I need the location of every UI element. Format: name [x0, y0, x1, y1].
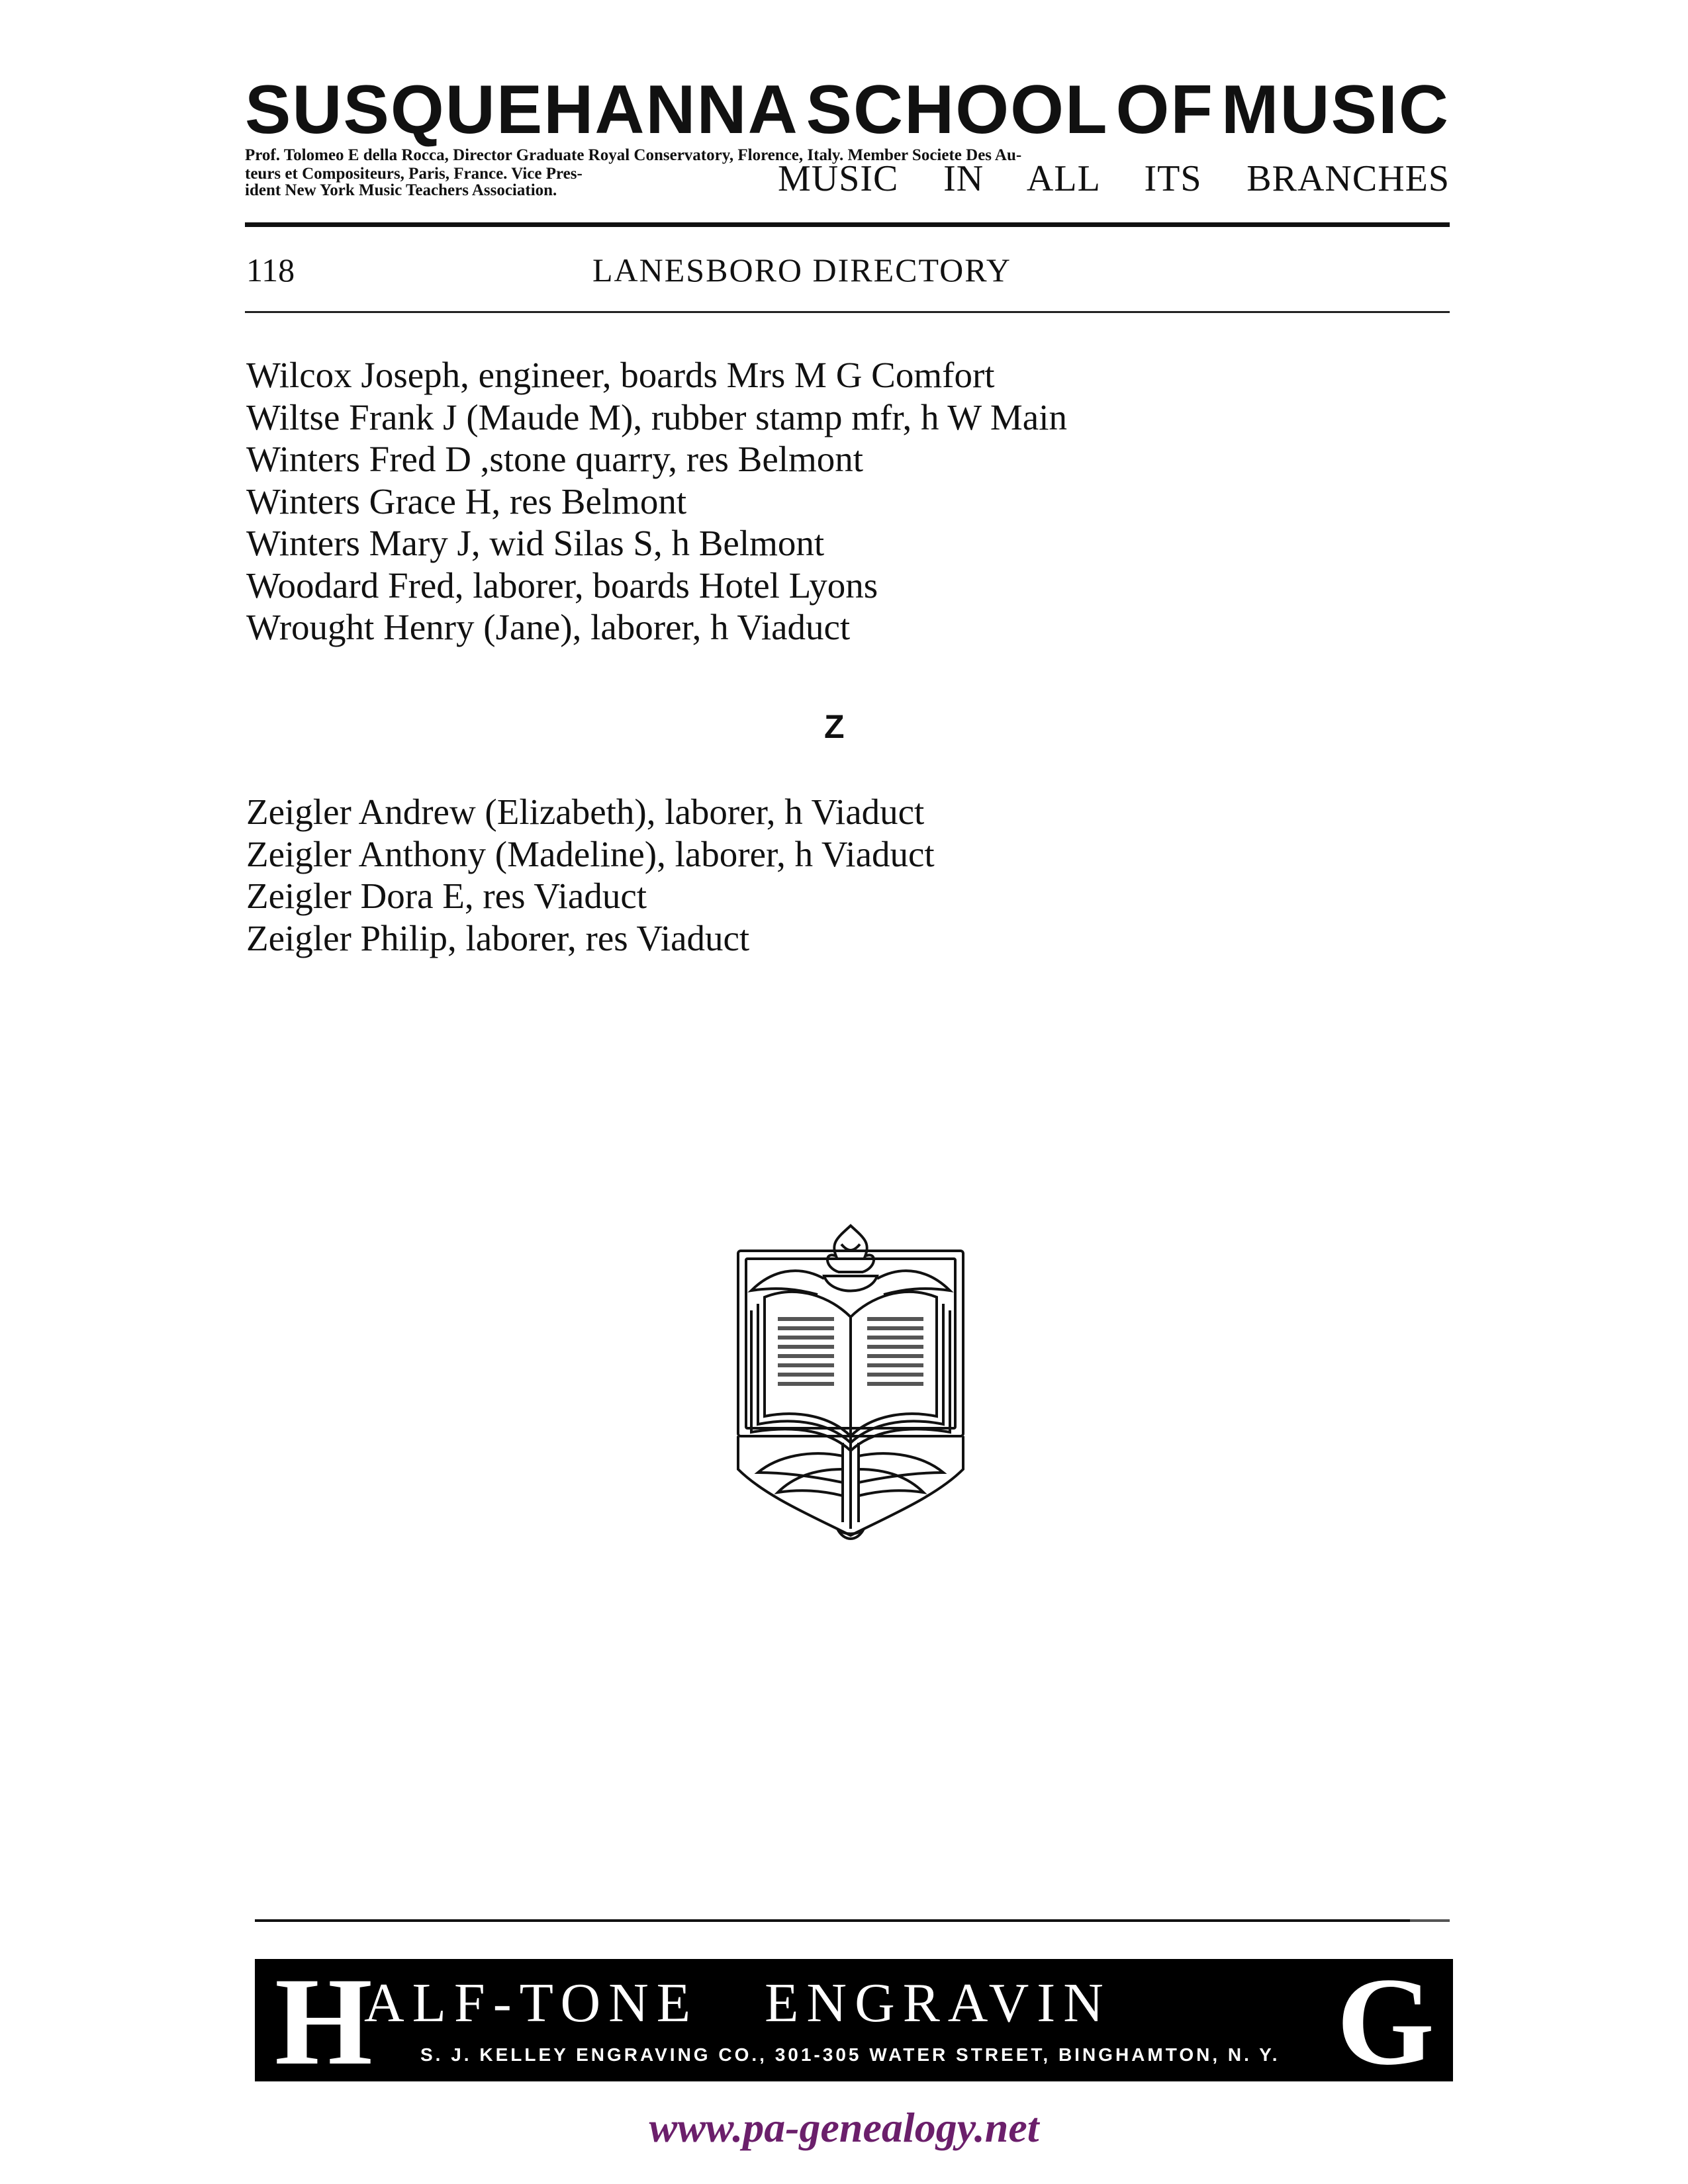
- masthead-tagline: MUSIC IN ALL ITS BRANCHES: [778, 158, 1450, 199]
- masthead-word: SUSQUEHANNA: [245, 71, 799, 148]
- page-number: 118: [246, 251, 295, 289]
- ad-address-line: S. J. KELLEY ENGRAVING CO., 301-305 WATER STREET, BINGHAMTON, N. Y.: [420, 2044, 1280, 2065]
- ad-heading-word: ALF-TONE: [364, 1972, 699, 2034]
- masthead-word: OF: [1115, 71, 1214, 148]
- ad-initial-letter: H: [275, 1952, 373, 2091]
- directory-entries-w: [246, 354, 1504, 649]
- source-url: www.pa-genealogy.net: [649, 2104, 1039, 2151]
- masthead-credits: [245, 165, 755, 199]
- directory-entry: Winters Grace H, res Belmont: [246, 480, 687, 522]
- directory-entry: Winters Fred D ,stone quarry, res Belmont: [246, 439, 864, 479]
- directory-entries-z: [246, 791, 1504, 959]
- header-rule: [245, 311, 1450, 313]
- advertisement-rule: [255, 1919, 1436, 1922]
- running-head: LANESBORO DIRECTORY: [592, 251, 1011, 289]
- ad-final-letter: G: [1336, 1952, 1434, 2091]
- masthead-credits-line: ident New York Music Teachers Association.: [245, 181, 557, 199]
- masthead-word: SCHOOL: [806, 71, 1109, 148]
- masthead-credits-line: Prof. Tolomeo E della Rocca, Director Graduate Royal Conservatory, Florence, Italy. Member Societe Des Au-: [245, 146, 1022, 164]
- masthead-rule: [245, 222, 1450, 227]
- directory-entry: Winters Mary J, wid Silas S, h Belmont: [246, 523, 825, 563]
- directory-entry: Zeigler Philip, laborer, res Viaduct: [246, 917, 750, 958]
- directory-entry: Zeigler Dora E, res Viaduct: [246, 876, 647, 916]
- masthead-word: MUSIC: [1221, 71, 1450, 148]
- masthead-credits-line: teurs et Compositeurs, Paris, France. Vice Pres-: [245, 165, 583, 183]
- directory-entry: Wiltse Frank J (Maude M), rubber stamp mfr, h W Main: [246, 396, 1067, 437]
- ad-heading: [364, 1974, 1304, 2033]
- advertisement-banner: [255, 1952, 1453, 2091]
- advertisement-rule-tail: [1410, 1919, 1450, 1922]
- book-torch-wings-emblem: [725, 1218, 976, 1549]
- section-letter: Z: [824, 708, 845, 745]
- masthead-title: [245, 73, 1450, 147]
- directory-entry: Wrought Henry (Jane), laborer, h Viaduct: [246, 607, 851, 647]
- directory-entry: Zeigler Anthony (Madeline), laborer, h Viaduct: [246, 833, 935, 874]
- ad-heading-word: ENGRAVIN: [765, 1972, 1111, 2034]
- directory-entry: Wilcox Joseph, engineer, boards Mrs M G Comfort: [246, 355, 995, 395]
- directory-entry: Zeigler Andrew (Elizabeth), laborer, h Viaduct: [246, 792, 925, 832]
- directory-entry: Woodard Fred, laborer, boards Hotel Lyons: [246, 565, 878, 606]
